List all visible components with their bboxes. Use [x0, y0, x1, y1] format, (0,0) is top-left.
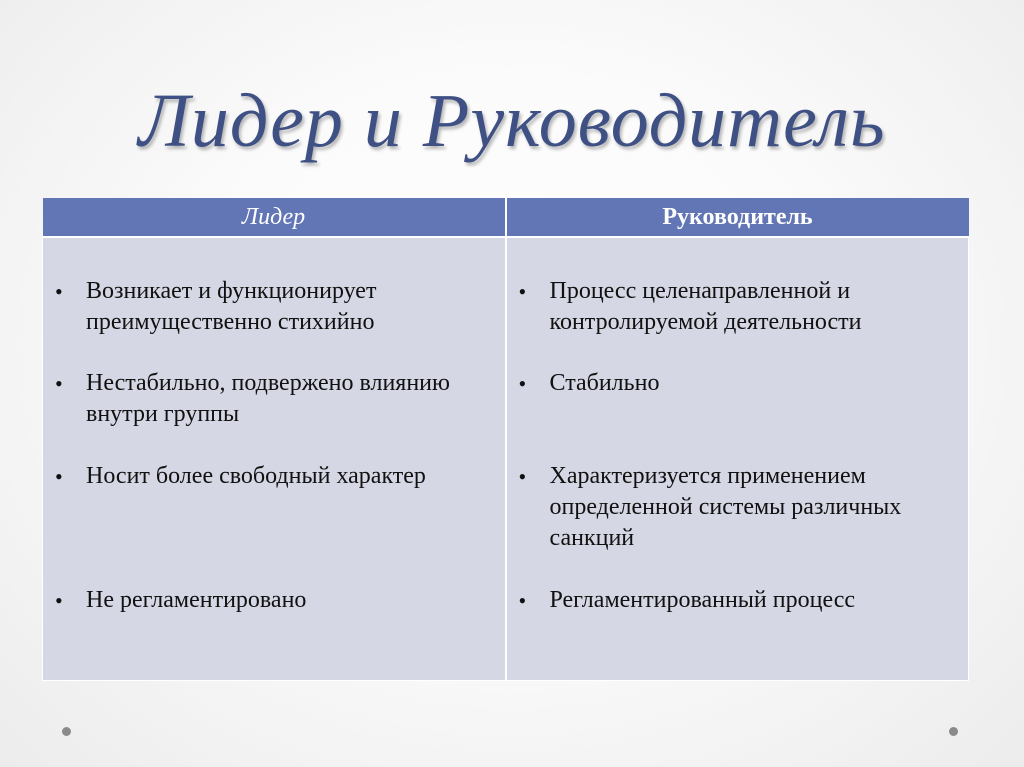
manager-item-4: Регламентированный процесс [549, 587, 856, 613]
bullet: • [55, 279, 63, 304]
leader-column [43, 237, 506, 681]
bullet: • [518, 588, 527, 613]
table-row [43, 237, 969, 681]
leader-item-1: Возникает и функционирует преимущественно стихийно [86, 278, 377, 335]
comparison-table [42, 198, 969, 681]
bullet: • [55, 464, 63, 489]
nav-dot-left [62, 727, 71, 736]
bullet: • [518, 371, 527, 396]
header-leader: Лидер [43, 198, 506, 237]
leader-item-3: Носит более свободный характер [86, 463, 426, 489]
manager-item-2: Стабильно [549, 370, 660, 396]
manager-item-3: Характеризуется применением определенной системы различных санкций [549, 463, 902, 551]
manager-column [506, 237, 969, 681]
bullet: • [518, 464, 527, 489]
header-manager: Руководитель [506, 198, 969, 237]
leader-item-2: Нестабильно, подвержено влиянию внутри группы [86, 370, 450, 427]
bullet: • [55, 371, 63, 396]
leader-item-4: Не регламентировано [86, 587, 307, 613]
manager-item-1: Процесс целенаправленной и контролируемой деятельности [549, 278, 862, 335]
table-header-row [43, 198, 969, 237]
bullet: • [55, 588, 63, 613]
slide-title: Лидер и Руководитель [138, 79, 886, 163]
bullet: • [518, 279, 527, 304]
nav-dot-right [949, 727, 958, 736]
